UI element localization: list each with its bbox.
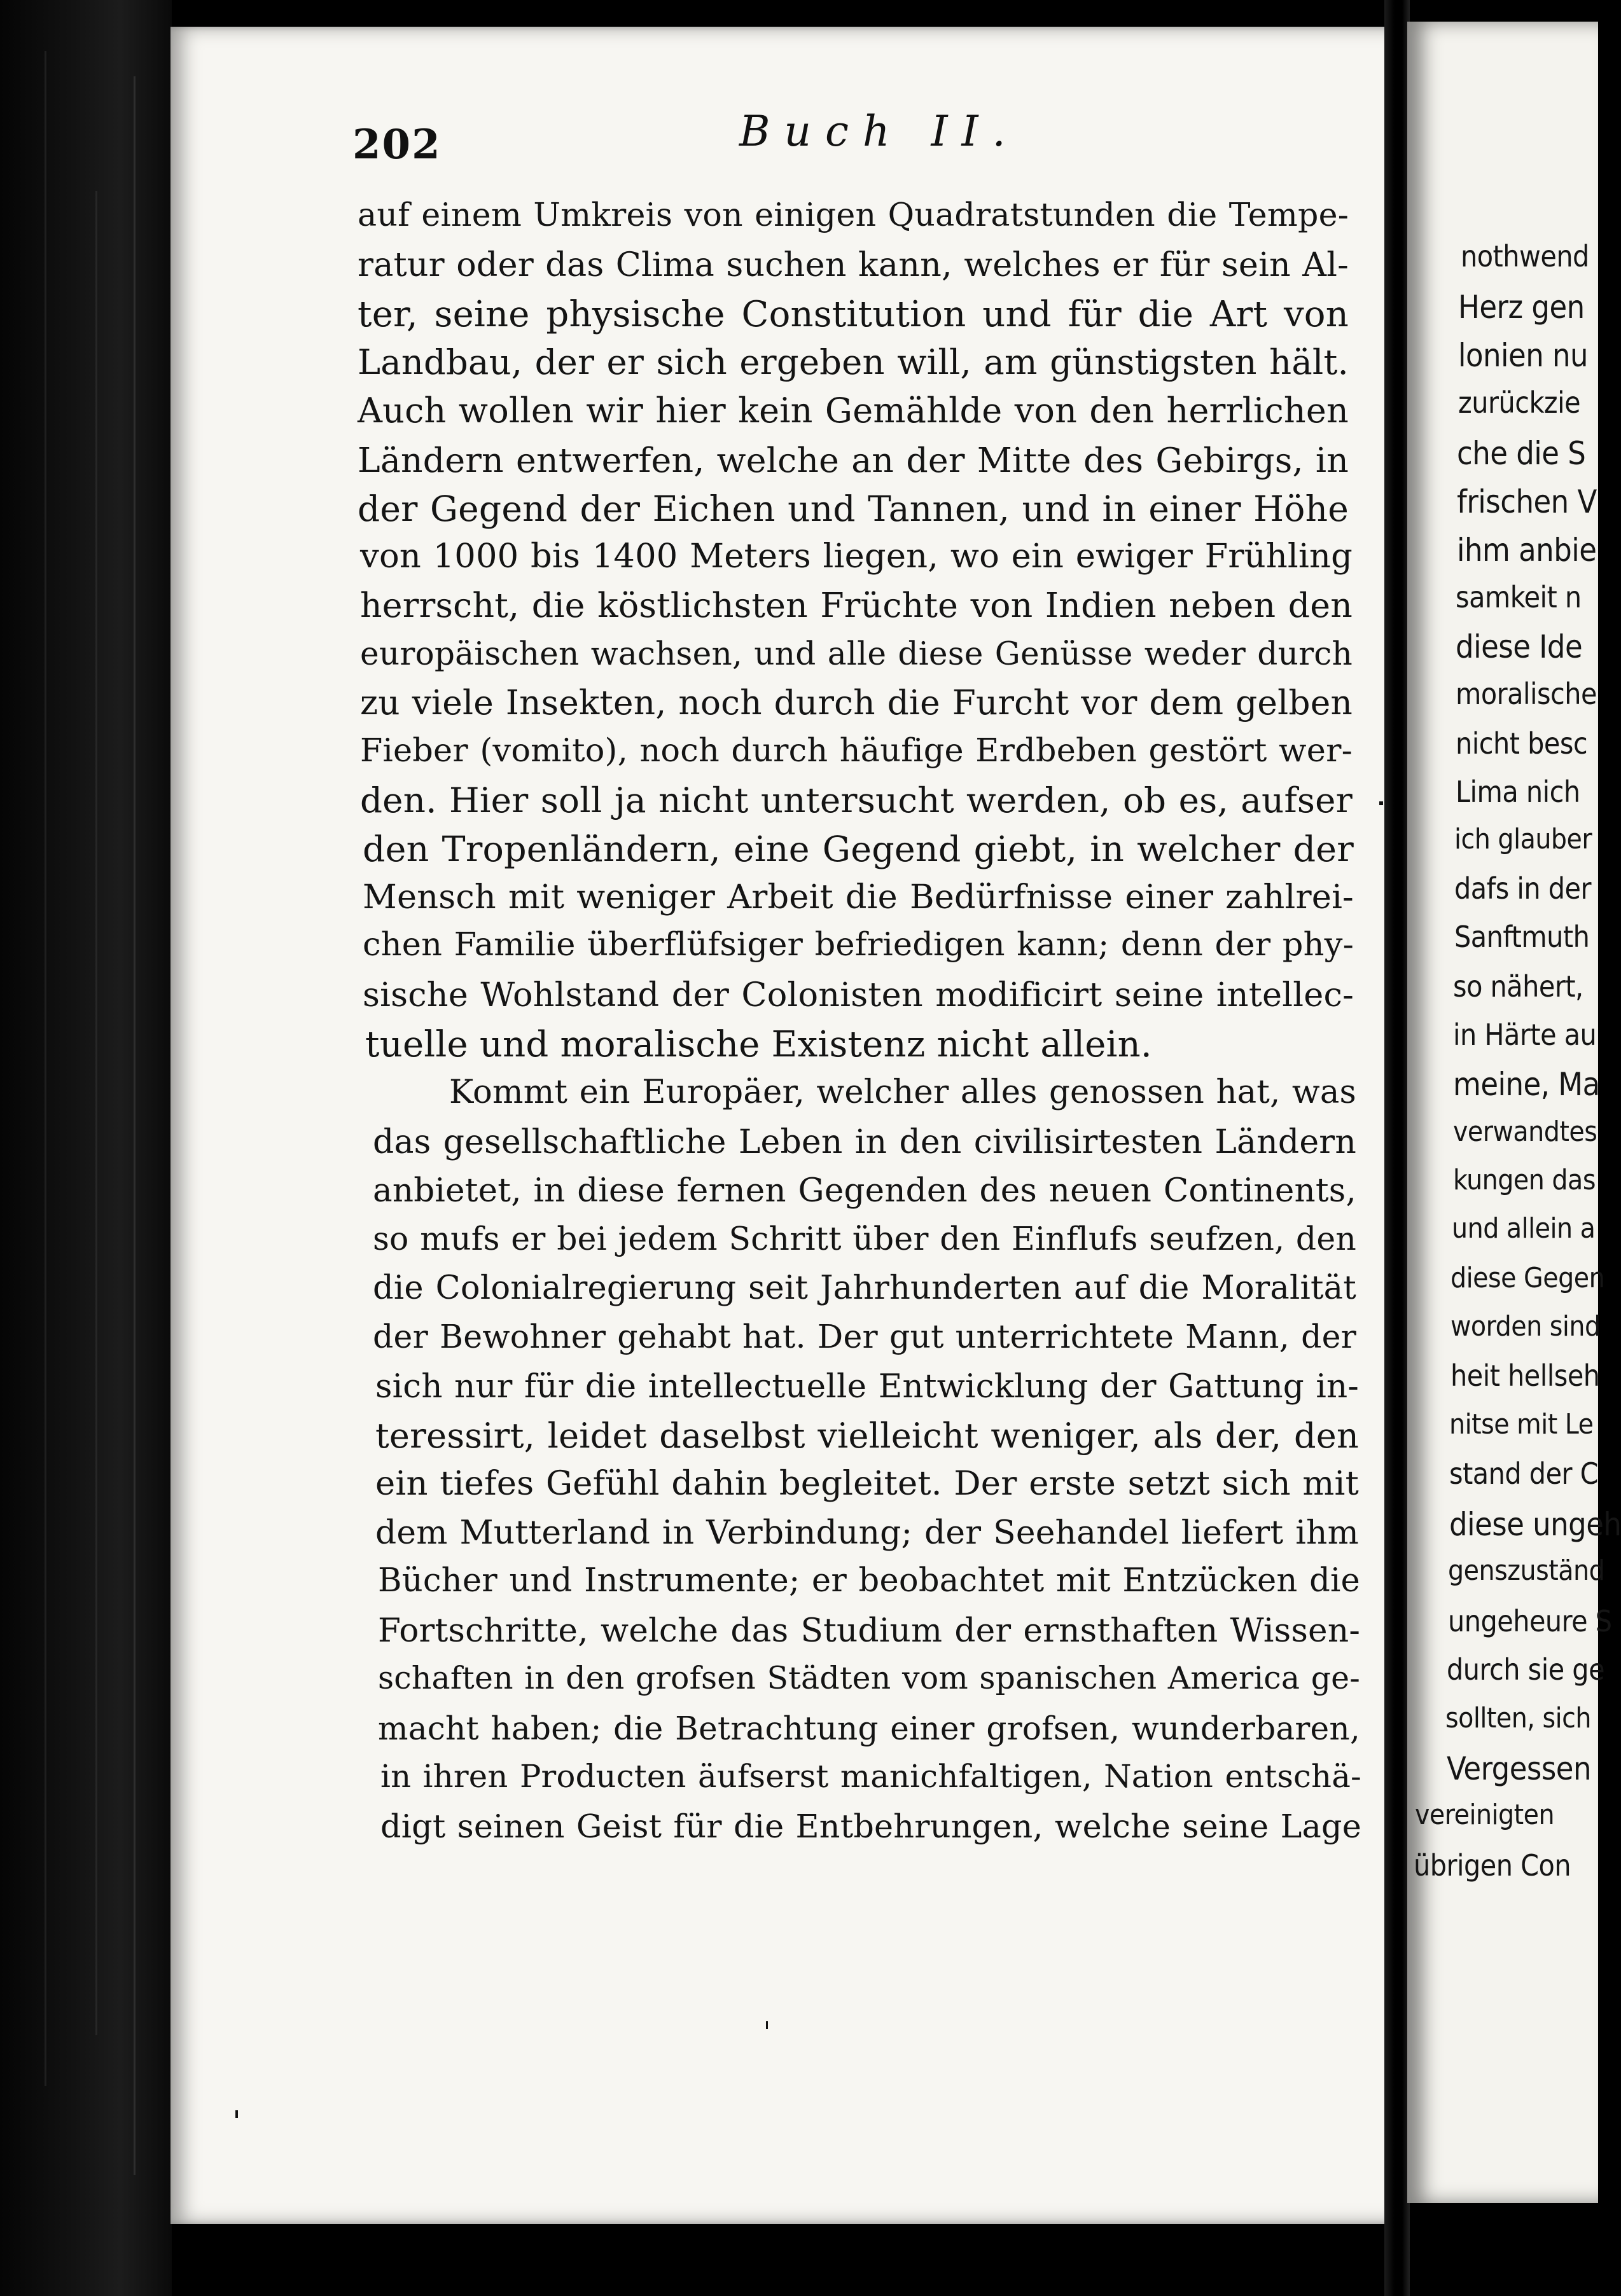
text-line: Mensch mit weniger Arbeit die Bedürfnisse einer zahlrei-	[363, 878, 1354, 916]
facing-text-line: worden sind	[1451, 1310, 1601, 1343]
facing-text-line: verwandtes	[1453, 1116, 1597, 1148]
facing-text-line: frischen V	[1457, 483, 1597, 520]
left-binding-edge	[0, 0, 172, 2296]
facing-text-line: dafs in der	[1454, 871, 1592, 906]
facing-text-line: durch sie ge	[1447, 1652, 1605, 1687]
text-line: Landbau, der er sich ergeben will, am günstigsten hält.	[358, 342, 1349, 382]
text-line: ein tiefes Gefühl dahin begleitet. Der erste setzt sich mit	[375, 1464, 1359, 1503]
facing-page	[1407, 22, 1621, 2203]
text-line: das gesellschaftliche Leben in den civilisirtesten Ländern	[373, 1123, 1356, 1161]
text-line: tuelle und moralische Existenz nicht allein.	[365, 1024, 1152, 1065]
facing-text-line: che die S	[1457, 435, 1586, 472]
facing-text-line: heit hellseh	[1451, 1359, 1600, 1393]
facing-text-line: Lima nich	[1456, 775, 1580, 809]
spine-streak	[45, 51, 46, 2086]
text-line: so mufs er bei jedem Schritt über den Einflufs seufzen, den	[373, 1220, 1356, 1257]
facing-text-line: sollten, sich	[1445, 1702, 1591, 1734]
text-line: teressirt, leidet daselbst vielleicht weniger, als der, den	[375, 1416, 1359, 1456]
facing-text-line: moralische	[1456, 677, 1597, 711]
text-line: anbietet, in diese fernen Gegenden des neuen Continents,	[373, 1172, 1356, 1210]
facing-text-line: Sanftmuth	[1454, 920, 1590, 954]
spine-streak	[134, 76, 136, 2175]
facing-text-line: meine, Ma	[1453, 1066, 1600, 1103]
text-line: die Colonialregierung seit Jahrhunderten auf die Moralität	[373, 1269, 1356, 1307]
text-line: Auch wollen wir hier kein Gemählde von den herrlichen	[358, 391, 1349, 431]
text-line: in ihren Producten äufserst manichfaltigen, Nation entschä-	[380, 1758, 1361, 1795]
text-line: sische Wohlstand der Colonisten modificirt seine intellec-	[363, 976, 1354, 1014]
facing-text-line: Herz gen	[1458, 289, 1585, 326]
text-line: auf einem Umkreis von einigen Quadratstunden die Tempe-	[358, 196, 1349, 233]
text-line: der Gegend der Eichen und Tannen, und in einer Höhe	[358, 488, 1349, 529]
facing-text-line: nitse mit Le	[1449, 1408, 1594, 1441]
text-line: chen Familie überflüfsiger befriedigen kann; denn der phy-	[363, 926, 1354, 964]
facing-text-line: nicht besc	[1456, 726, 1588, 761]
text-line: zu viele Insekten, noch durch die Furcht vor dem gelben	[360, 683, 1353, 723]
text-line: ratur oder das Clima suchen kann, welches er für sein Al-	[358, 246, 1349, 284]
facing-text-line: Vergessen	[1447, 1750, 1591, 1787]
facing-text-line: übrigen Con	[1414, 1848, 1571, 1883]
facing-text-line: diese Ide	[1456, 628, 1583, 665]
facing-text-line: stand der C	[1449, 1456, 1599, 1491]
ink-speck	[766, 2021, 768, 2029]
facing-text-line: zurückzie	[1458, 385, 1581, 420]
facing-text-line: diese Gegen	[1451, 1262, 1605, 1294]
text-line: den Tropenländern, eine Gegend giebt, in welcher der	[363, 829, 1354, 870]
ink-speck	[235, 2110, 238, 2118]
text-line: den. Hier soll ja nicht untersucht werden, ob es, aufser	[360, 780, 1353, 820]
text-line: dem Mutterland in Verbindung; der Seehandel liefert ihm	[375, 1514, 1359, 1552]
facing-text-line: vereinigten	[1415, 1799, 1555, 1831]
text-line: der Bewohner gehabt hat. Der gut unterrichtete Mann, der	[373, 1318, 1356, 1355]
text-line: europäischen wachsen, und alle diese Genüsse weder durch	[360, 635, 1353, 672]
facing-text-line: in Härte au	[1453, 1018, 1597, 1052]
page-gutter	[1384, 0, 1410, 2296]
text-line: ter, seine physische Constitution und für die Art von	[358, 294, 1349, 335]
text-line: herrscht, die köstlichsten Früchte von Indien neben den	[360, 585, 1353, 625]
facing-text-line: ihm anbie	[1457, 532, 1597, 569]
facing-text-line: lonien nu	[1458, 337, 1589, 374]
text-line: digt seinen Geist für die Entbehrungen, welche seine Lage	[380, 1808, 1361, 1845]
running-head: Buch II.	[739, 107, 1020, 156]
facing-text-line: nothwend	[1461, 239, 1589, 273]
text-line: von 1000 bis 1400 Meters liegen, wo ein ewiger Frühling	[360, 537, 1353, 576]
text-line: sich nur für die intellectuelle Entwicklung der Gattung in-	[375, 1367, 1359, 1406]
text-line: Bücher und Instrumente; er beobachtet mit Entzücken die	[378, 1562, 1360, 1600]
text-line: Fieber (vomito), noch durch häufige Erdbeben gestört wer-	[360, 731, 1353, 769]
text-line: Fortschritte, welche das Studium der ernsthaften Wissen-	[378, 1612, 1360, 1650]
ink-speck	[1379, 801, 1383, 805]
text-line: Kommt ein Europäer, welcher alles genossen hat, was	[449, 1074, 1356, 1111]
facing-text-line: diese ungeh	[1449, 1506, 1621, 1543]
text-line: macht haben; die Betrachtung einer grofsen, wunderbaren,	[378, 1710, 1360, 1747]
spine-streak	[95, 191, 97, 2035]
page-number: 202	[352, 121, 442, 169]
text-line: schaften in den grofsen Städten vom spanischen America ge-	[378, 1660, 1360, 1696]
text-line: Ländern entwerfen, welche an der Mitte des Gebirgs, in	[358, 440, 1349, 480]
facing-text-line: kungen das	[1453, 1164, 1596, 1196]
facing-text-line: ungeheure S	[1448, 1604, 1612, 1638]
facing-text-line: samkeit n	[1456, 580, 1582, 614]
facing-text-line: und allein a	[1452, 1212, 1596, 1245]
facing-text-line: genszuständ	[1448, 1554, 1605, 1587]
facing-text-line: ich glauber	[1454, 823, 1592, 855]
facing-text-line: so nähert,	[1453, 969, 1583, 1004]
